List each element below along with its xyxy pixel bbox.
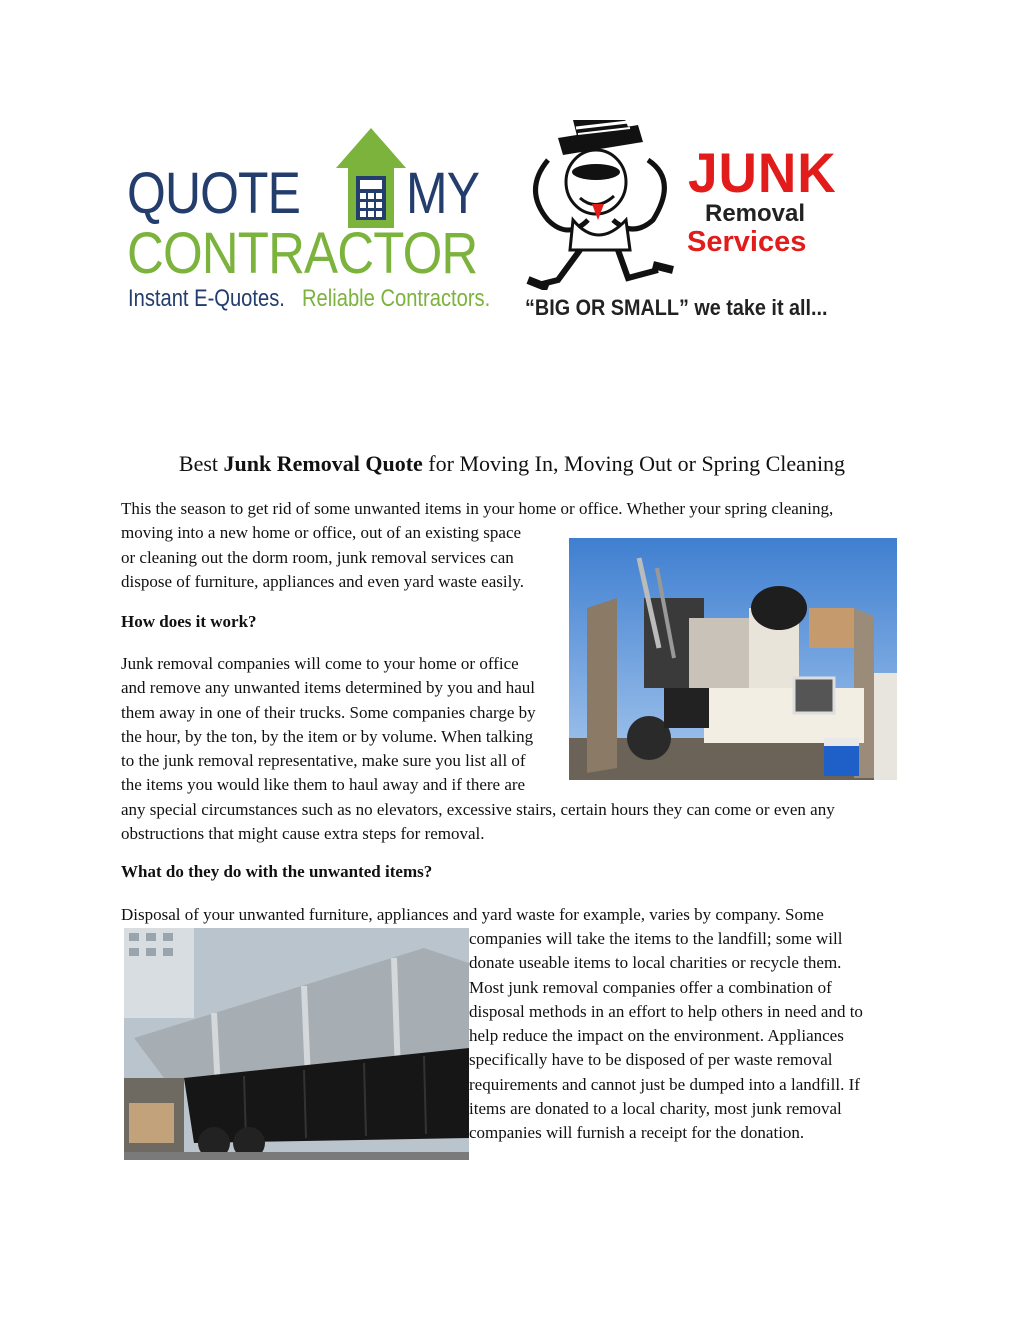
house-calculator-icon: [336, 128, 406, 228]
text-line: donate useable items to local charities or recycle them.: [469, 953, 842, 973]
logo-word-quote: QUOTE: [127, 161, 301, 226]
text-line: the items you would like them to haul away and if there are: [121, 775, 526, 795]
what-paragraph: [469, 927, 863, 1146]
text-line: any special circumstances such as no elevators, excessive stairs, certain hours they can come or even any: [121, 799, 835, 819]
title-prefix: Best: [178, 451, 224, 476]
text-line: obstructions that might cause extra steps for removal.: [121, 824, 485, 844]
logo-word-junk: JUNK: [688, 141, 837, 204]
text-line: help reduce the impact on the environment. Appliances: [469, 1026, 844, 1046]
text-line: companies will take the items to the landfill; some will: [469, 929, 843, 948]
logo-tagline-instant: Instant E-Quotes.: [128, 285, 285, 312]
text-line: Disposal of your unwanted furniture, appliances and yard waste for example, varies by company. Some: [121, 905, 824, 924]
logo-word-my: MY: [406, 161, 480, 226]
text-line: items are donated to a local charity, most junk removal: [469, 1099, 842, 1119]
mascot-carrying-junk-icon: [518, 120, 683, 290]
logo-tagline-reliable: Reliable Contractors.: [302, 285, 491, 312]
title-bold: Junk Removal Quote: [223, 451, 423, 476]
text-line: requirements and cannot just be dumped into a landfill. If: [469, 1074, 860, 1094]
section-heading-how: How does it work?: [121, 612, 257, 631]
text-line: and remove any unwanted items determined by you and haul: [121, 678, 536, 698]
what-paragraph-first-line: [121, 903, 824, 927]
text-line: the hour, by the ton, by the item or by volume. When talking: [121, 726, 534, 746]
text-line: moving into a new home or office, out of an existing space: [121, 523, 522, 543]
text-line: companies will furnish a receipt for the donation.: [469, 1123, 805, 1143]
text-line: Most junk removal companies offer a combination of: [469, 977, 832, 997]
junk-removal-logo: [515, 115, 895, 330]
page-title: [0, 450, 1024, 478]
logo-word-contractor: CONTRACTOR: [127, 221, 478, 286]
text-line: disposal methods in an effort to help others in need and to: [469, 1001, 863, 1021]
logo-slogan: “BIG OR SMALL” we take it all...: [525, 295, 828, 320]
text-line: Junk removal companies will come to your home or office: [121, 654, 519, 673]
section-heading-what: What do they do with the unwanted items?: [121, 862, 433, 881]
text-line: or cleaning out the dorm room, junk removal services can: [121, 547, 514, 567]
how-paragraph: [121, 652, 835, 846]
logo-word-removal: Removal: [705, 200, 806, 227]
title-suffix: for Moving In, Moving Out or Spring Cleaning: [422, 451, 846, 476]
text-line: This the season to get rid of some unwanted items in your home or office. Whether your spring cleaning,: [121, 499, 834, 518]
junk-trailer-photo: [124, 928, 469, 1160]
logo-word-services: Services: [687, 226, 807, 258]
quote-my-contractor-logo: [124, 120, 509, 325]
text-line: them away in one of their trucks. Some companies charge by: [121, 702, 536, 722]
text-line: to the junk removal representative, make sure you list all of: [121, 751, 526, 771]
text-line: specifically have to be disposed of per waste removal: [469, 1050, 833, 1070]
text-line: dispose of furniture, appliances and even yard waste easily.: [121, 571, 524, 591]
